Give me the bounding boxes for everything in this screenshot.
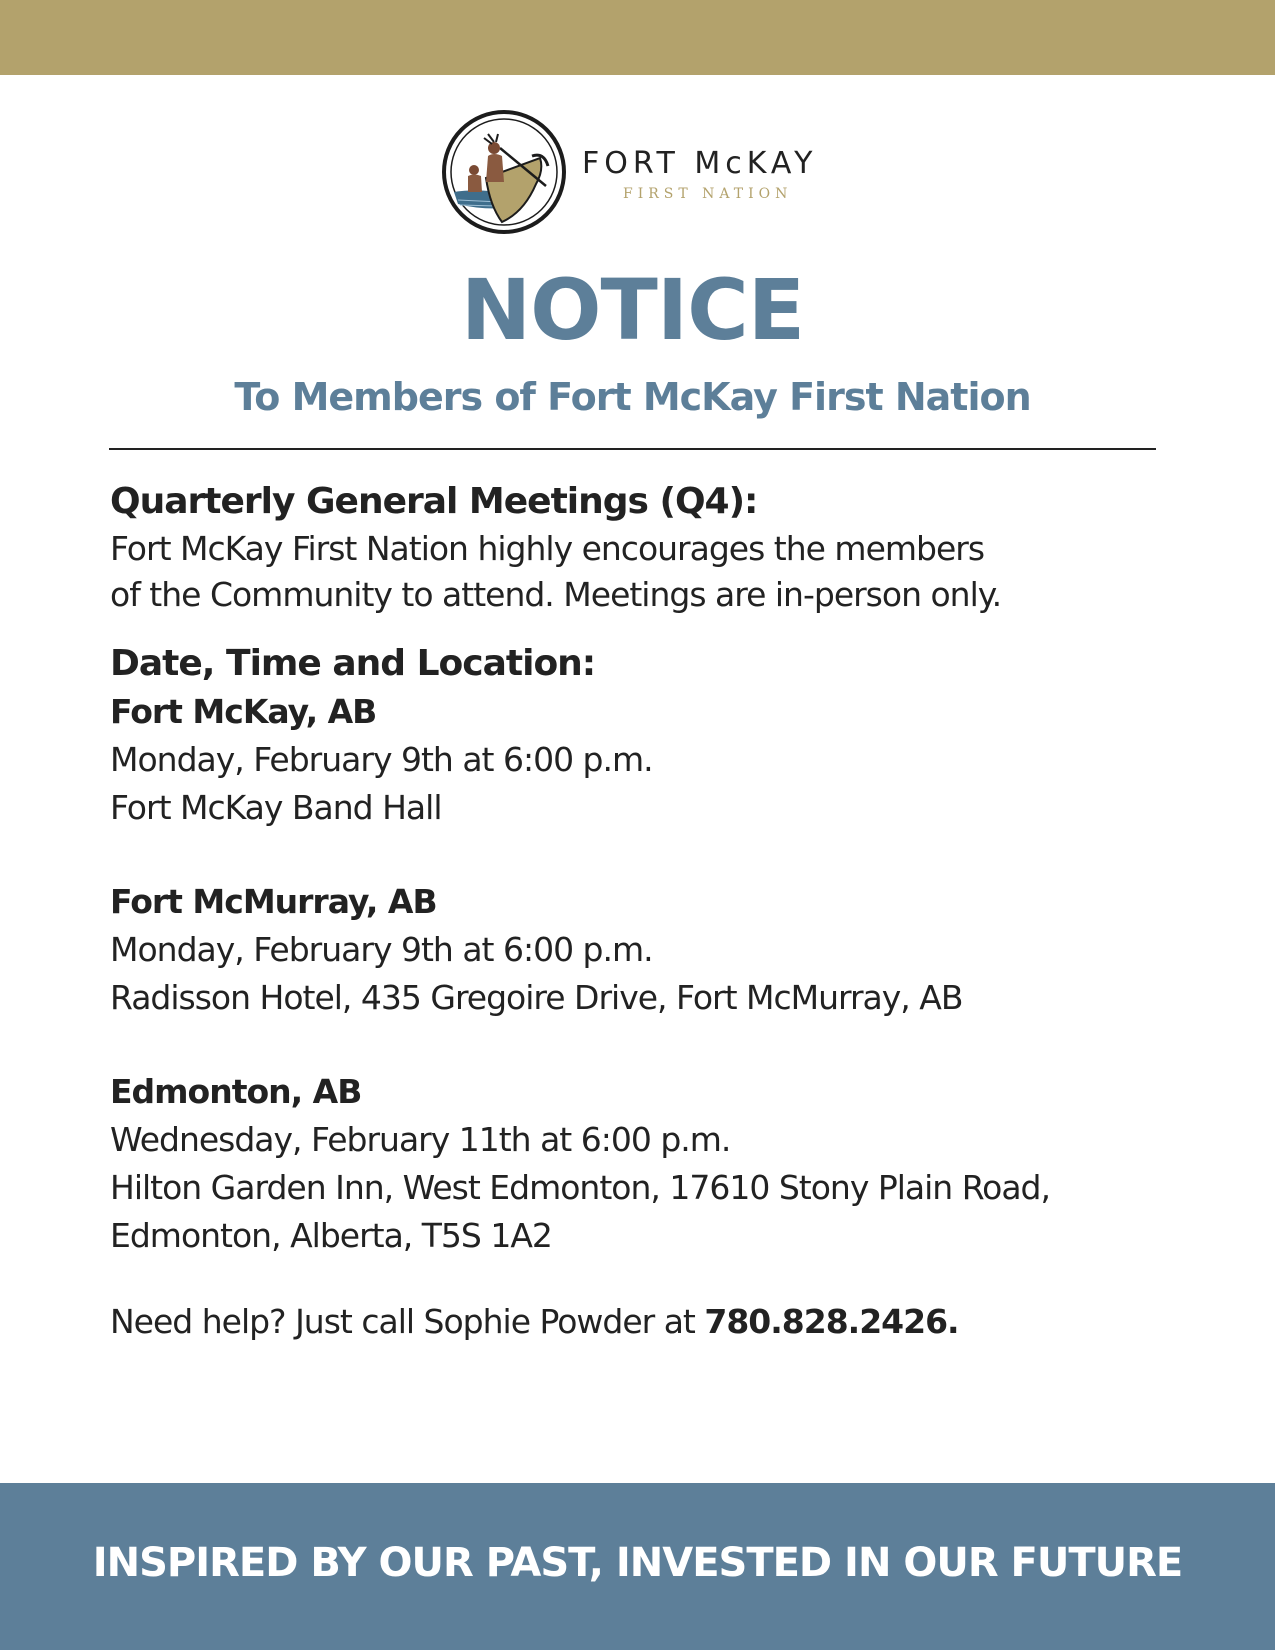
- intro-line: of the Community to attend. Meetings are in-person only.: [110, 575, 1002, 614]
- footer-tagline: INSPIRED BY OUR PAST, INVESTED IN OUR FUTURE: [92, 1540, 1183, 1586]
- location-name: Edmonton, AB: [110, 1072, 362, 1111]
- location-block: [110, 1068, 1170, 1260]
- logo-name: FORT McKAY: [582, 146, 818, 181]
- meetings-heading: Quarterly General Meetings (Q4):: [110, 481, 758, 522]
- notice-body: [110, 478, 1170, 1346]
- top-color-band: [0, 0, 1275, 75]
- location-name: Fort McKay, AB: [110, 692, 377, 731]
- location-venue: Radisson Hotel, 435 Gregoire Drive, Fort McMurray, AB: [110, 978, 963, 1017]
- organization-logo: [440, 108, 840, 236]
- location-datetime: Monday, February 9th at 6:00 p.m.: [110, 930, 653, 969]
- location-block: [110, 688, 1170, 832]
- location-datetime: Wednesday, February 11th at 6:00 p.m.: [110, 1120, 731, 1159]
- location-block: [110, 878, 1170, 1022]
- footer-band: [0, 1483, 1275, 1650]
- location-venue: Hilton Garden Inn, West Edmonton, 17610 Stony Plain Road,: [110, 1168, 1050, 1207]
- help-text: Need help? Just call Sophie Powder at: [110, 1302, 705, 1341]
- help-line: [110, 1298, 1170, 1346]
- location-datetime: Monday, February 9th at 6:00 p.m.: [110, 740, 653, 779]
- divider: [109, 448, 1156, 450]
- location-venue: Fort McKay Band Hall: [110, 788, 442, 827]
- page-title: NOTICE: [460, 261, 805, 359]
- intro-line: Fort McKay First Nation highly encourages the members: [110, 529, 985, 568]
- location-venue: Edmonton, Alberta, T5S 1A2: [110, 1216, 552, 1255]
- logo-subtitle: FIRST NATION: [623, 186, 793, 202]
- location-name: Fort McMurray, AB: [110, 882, 437, 921]
- canoe-emblem-icon: [440, 108, 568, 236]
- page-subtitle: To Members of Fort McKay First Nation: [234, 375, 1031, 419]
- schedule-heading: Date, Time and Location:: [110, 643, 596, 684]
- help-phone-number: 780.828.2426.: [704, 1302, 959, 1341]
